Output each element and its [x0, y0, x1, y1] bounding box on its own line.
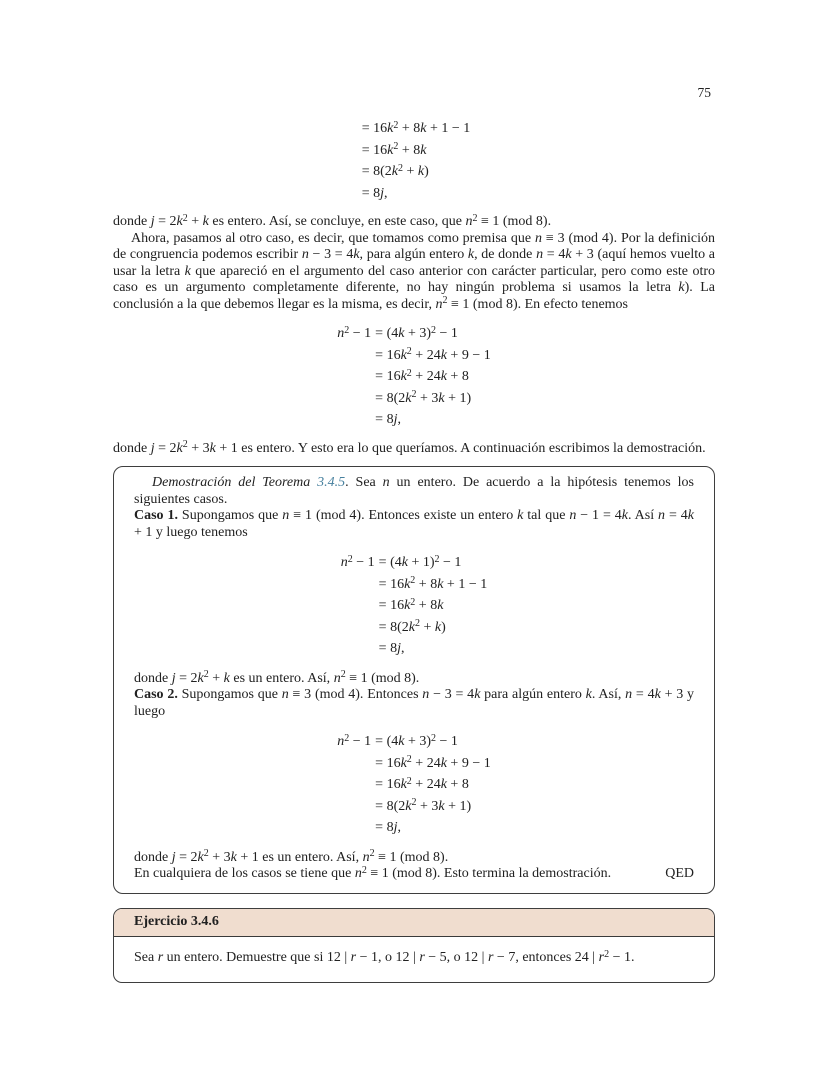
- proof-closing-text: En cualquiera de los casos se tiene que $n^2 \equiv 1$ (mod 8). Esto termina la demostración.: [134, 864, 612, 881]
- equation-block-top: = $16k^2 + 8k + 1 - 1$ = $16k^2 + 8k$ = $8(2k^2 + k)$ = 8j,: [361, 119, 471, 201]
- proof-box: [113, 466, 715, 894]
- exercise-header: [114, 909, 714, 938]
- case2-paragraph: [134, 687, 694, 720]
- paragraph-ahora: Ahora, pasamos al otro caso, es decir, que tomamos como premisa que n ≡ 3 (mod 4). Por la definición de congruencia podemos escribir n − 3 = 4k, para algún entero k, de donde n = 4k + 3 (aquí hemos vuelto a usar la letra k que apareció en el argumento del caso anterior con carácter particular, pero como este otro caso es un argumento completamente diferente, no hay ningún problema si usamos la letra k). La conclusión a la que debemos llegar es la misma, es decir, $n^2 \equiv 1$ (mod 8). En efecto tenemos: [113, 230, 715, 312]
- proof-intro-text: . Sea n un entero. De acuerdo a la hipótesis tenemos los siguientes casos.: [134, 475, 694, 507]
- theorem-3-4-5-link[interactable]: 3.4.5: [317, 475, 346, 490]
- case2-text: Supongamos que n ≡ 3 (mod 4). Entonces n − 3 = 4k para algún entero k. Así, n = 4k + 3 y luego: [134, 687, 695, 719]
- case2-conclusion: donde $j = 2k^2 + 3k + 1$ es un entero. Así, $n^2 \equiv 1$ (mod 8).: [134, 848, 449, 865]
- proof-intro: [134, 475, 694, 508]
- equation-block-mid: $n^2 - 1$ = $(4k + 3)^2 - 1$ = $16k^2 + 24k + 9 - 1$ = $16k^2 + 24k + 8$ = $8(2k^2 + 3k + 1)$ = 8j,: [337, 324, 491, 427]
- exercise-box: [113, 908, 715, 983]
- case1-label: Caso 1.: [134, 508, 178, 523]
- exercise-title: Ejercicio 3.4.6: [134, 913, 219, 929]
- paragraph-before-proof: donde $j = 2k^2 + 3k + 1$ es entero. Y esto era lo que queríamos. A continuación escribimos la demostración.: [113, 439, 706, 456]
- case2-label: Caso 2.: [134, 687, 178, 702]
- exercise-body: Sea r un entero. Demuestre que si 12 | r − 1, o 12 | r − 5, o 12 | r − 7, entonces 24 | $r^2 - 1$.: [134, 948, 635, 965]
- paragraph-conclusion-case1: donde $j = 2k^2 + k$ es entero. Así, se concluye, en este caso, que $n^2 \equiv 1$ (mod 8).: [113, 212, 552, 229]
- qed-label: QED: [665, 866, 694, 881]
- case1-text: Supongamos que n ≡ 1 (mod 4). Entonces existe un entero k tal que n − 1 = 4k. Así n = 4k + 1 y luego tenemos: [134, 508, 694, 540]
- proof-title: Demostración del Teorema: [152, 475, 311, 490]
- case1-equation-block: $n^2 - 1$ = $(4k + 1)^2 - 1$ = $16k^2 + 8k + 1 - 1$ = $16k^2 + 8k$ = $8(2k^2 + k)$ = 8j,: [340, 553, 488, 656]
- proof-closing: [134, 866, 694, 883]
- case1-paragraph: [134, 508, 694, 541]
- page-number: 75: [697, 85, 711, 100]
- case2-equation-block: $n^2 - 1$ = $(4k + 3)^2 - 1$ = $16k^2 + 24k + 9 - 1$ = $16k^2 + 24k + 8$ = $8(2k^2 + 3k + 1)$ = 8j,: [337, 732, 491, 835]
- case1-conclusion: donde $j = 2k^2 + k$ es un entero. Así, $n^2 \equiv 1$ (mod 8).: [134, 669, 420, 686]
- document-page: [113, 0, 715, 983]
